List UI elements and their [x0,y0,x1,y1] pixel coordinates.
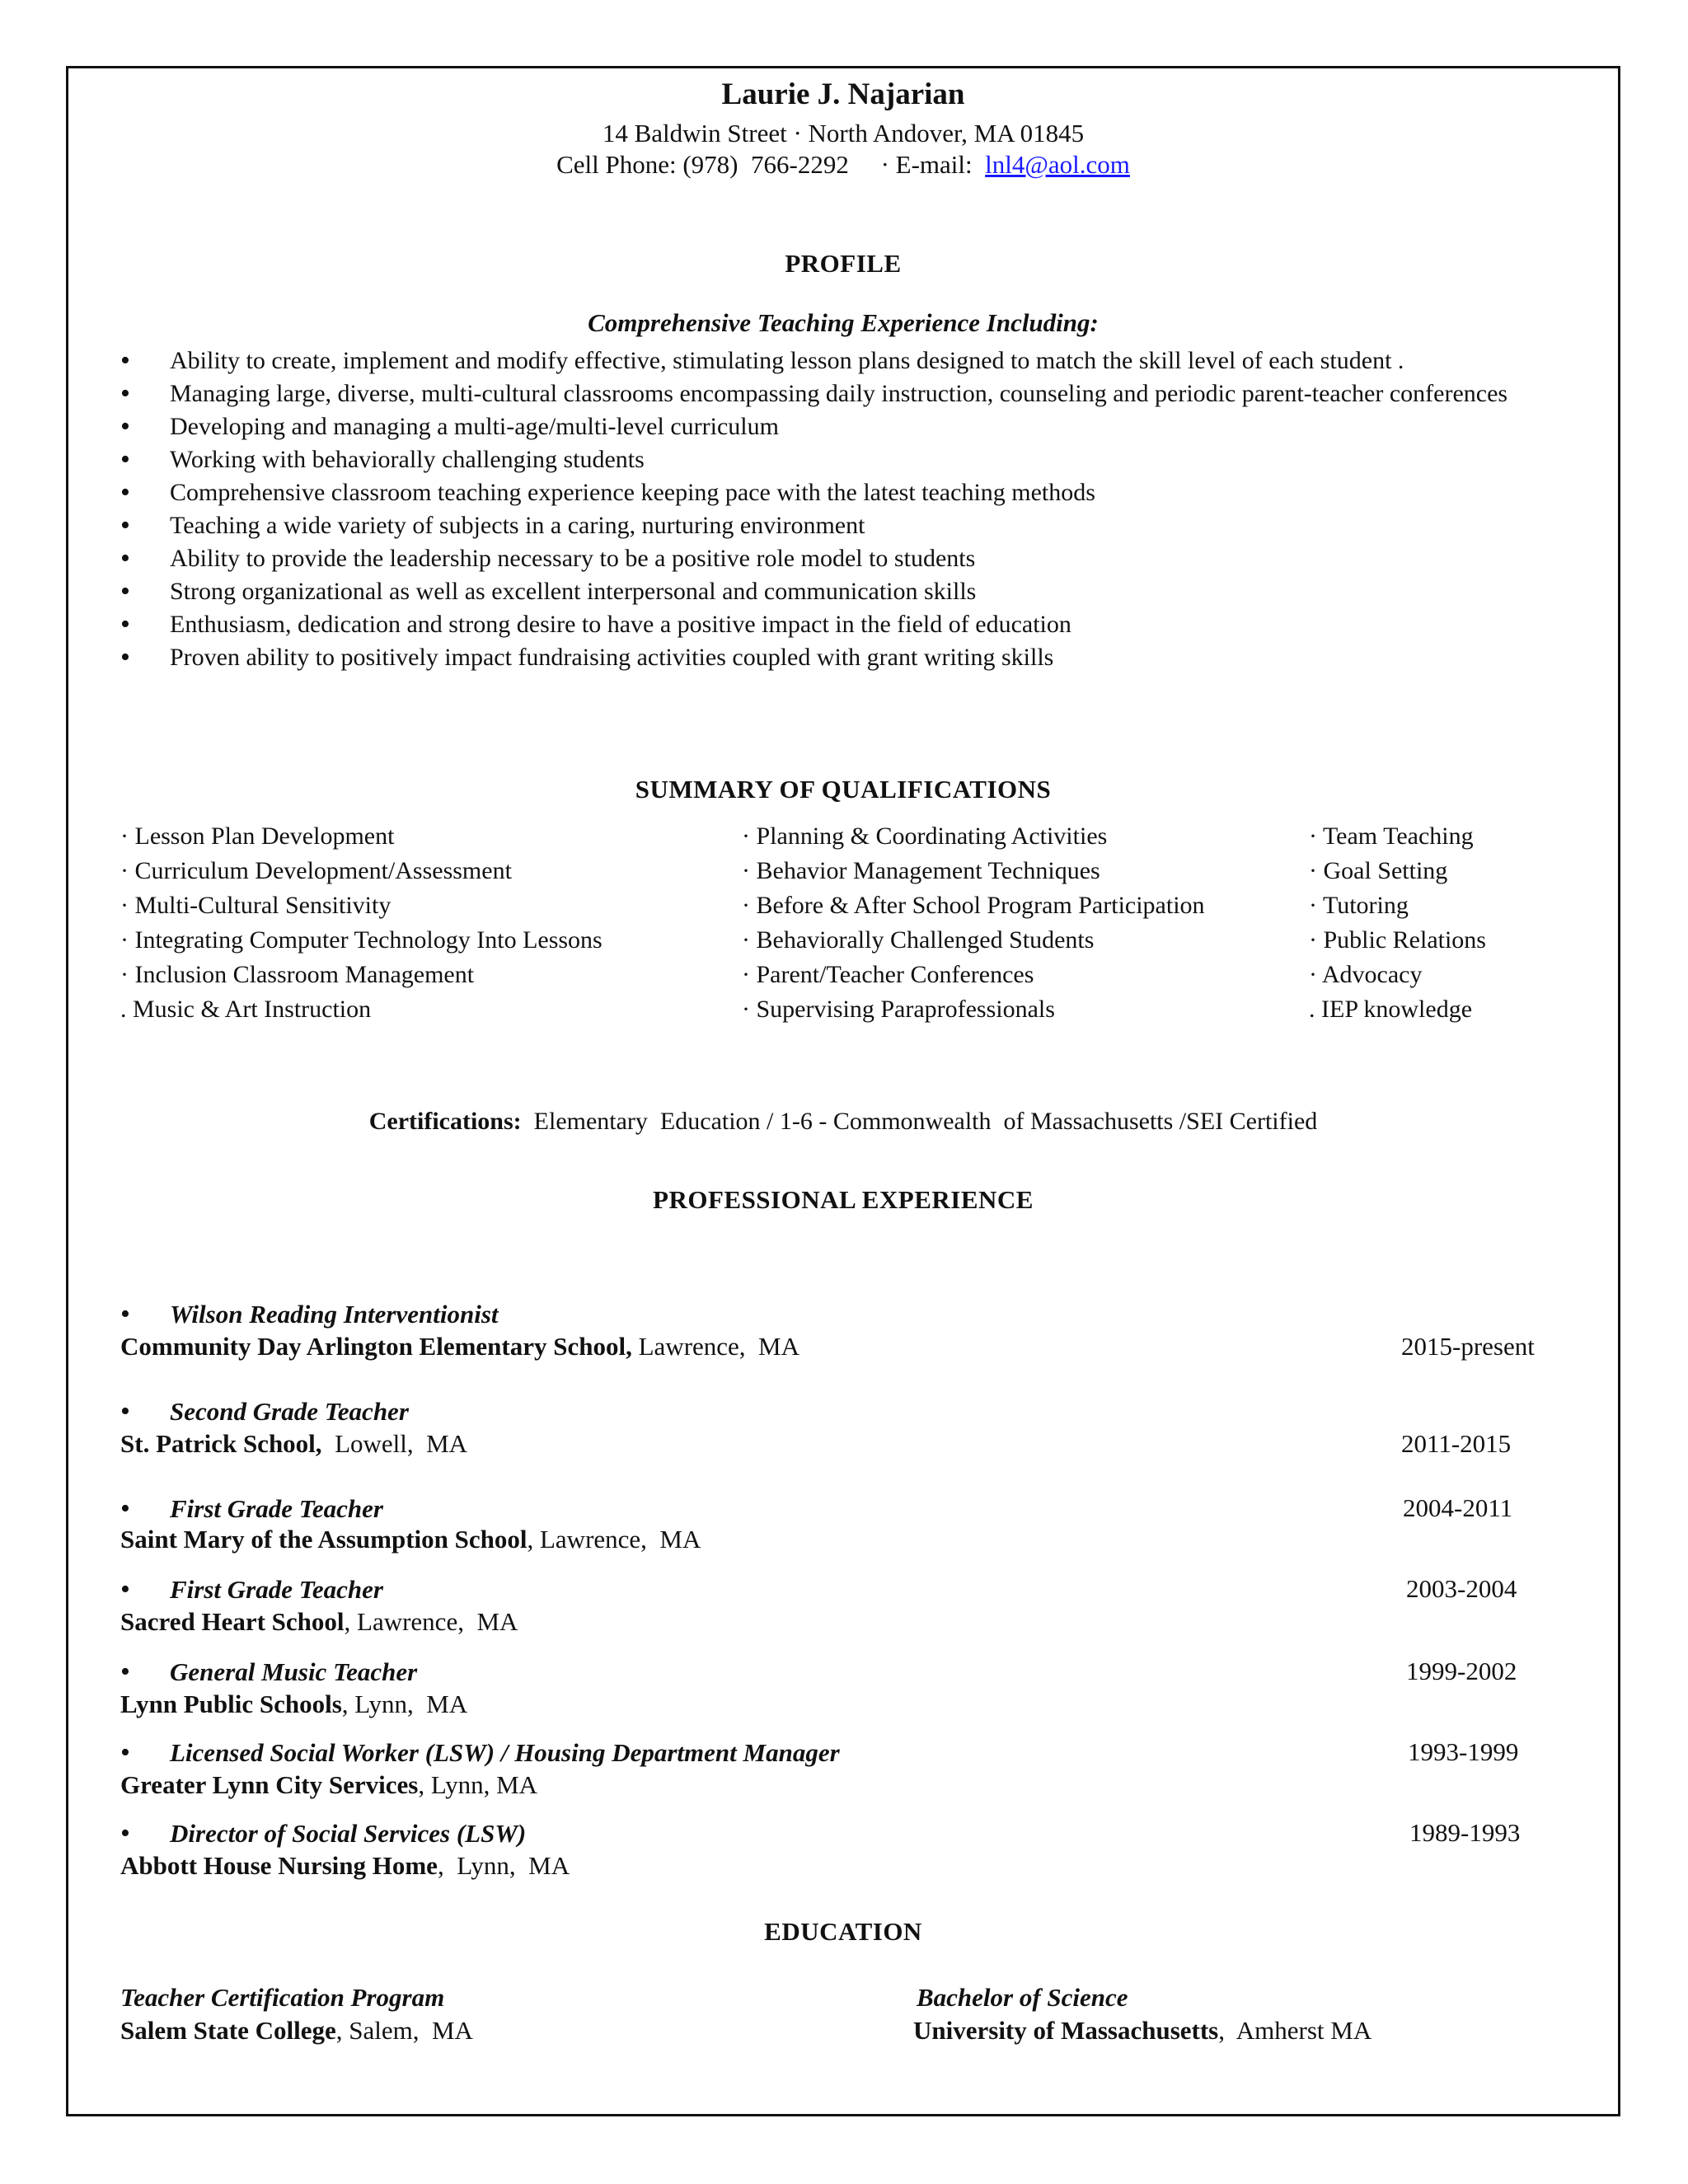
profile-list [120,344,1571,674]
education-heading: EDUCATION [764,1917,922,1946]
job-years: 1999-2002 [1406,1657,1517,1685]
bullet-icon: • [120,1493,130,1524]
phone-text: Cell Phone: (978) 766-2292 · E-mail: [556,150,986,179]
job-years: 2015-present [1401,1332,1535,1361]
contact-line [66,150,1620,180]
qual-item: · Multi-Cultural Sensitivity [120,892,392,919]
qual-item: · Integrating Computer Technology Into Lessons [120,926,603,954]
qual-item: · Tutoring [1309,892,1409,919]
qual-item: · Inclusion Classroom Management [120,961,475,988]
job-years: 1989-1993 [1409,1818,1521,1847]
profile-subheading: Comprehensive Teaching Experience Including: [588,308,1099,337]
email-link[interactable]: lnl4@aol.com [985,150,1130,179]
job-title: • General Music Teacher [120,1657,418,1687]
job-title: • First Grade Teacher [120,1493,383,1524]
education-school: University of Massachusetts, Amherst MA [913,2016,1372,2045]
qual-item: . Music & Art Instruction [120,996,372,1023]
bullet-icon: • [120,1299,130,1329]
qual-item: · Before & After School Program Participation [742,892,1205,919]
candidate-name: Laurie J. Najarian [721,77,965,111]
job-employer: Lynn Public Schools, Lynn, MA [120,1690,468,1718]
job-years: 2011-2015 [1401,1429,1512,1458]
job-title: • Second Grade Teacher [120,1396,409,1427]
profile-heading: PROFILE [785,249,902,278]
list-item: • Enthusiasm, dedication and strong desire to have a positive impact in the field of education [120,608,1571,641]
experience-heading: PROFESSIONAL EXPERIENCE [653,1185,1034,1214]
qual-item: · Parent/Teacher Conferences [742,961,1034,988]
qual-item: · Behaviorally Challenged Students [742,926,1095,954]
qual-item: · Behavior Management Techniques [742,857,1100,884]
job-employer: Community Day Arlington Elementary School, Lawrence, MA [120,1332,800,1361]
qual-item: · Lesson Plan Development [120,823,395,850]
qualifications-heading: SUMMARY OF QUALIFICATIONS [635,775,1052,804]
list-item: • Developing and managing a multi-age/multi-level curriculum [120,410,1571,443]
job-title: • Wilson Reading Interventionist [120,1299,499,1329]
qual-item: · Supervising Paraprofessionals [742,996,1055,1023]
job-title: • Director of Social Services (LSW) [120,1818,527,1849]
qual-item: · Team Teaching [1309,823,1474,850]
bullet-icon: • [120,1396,130,1427]
job-employer: Sacred Heart School, Lawrence, MA [120,1607,518,1636]
list-item: • Working with behaviorally challenging students [120,443,1571,476]
list-item: • Teaching a wide variety of subjects in a caring, nurturing environment [120,509,1571,542]
job-years: 2004-2011 [1403,1493,1513,1522]
job-years: 2003-2004 [1406,1574,1517,1603]
job-employer: Saint Mary of the Assumption School, Lawrence, MA [120,1525,701,1554]
qual-item: · Advocacy [1309,961,1423,988]
bullet-icon: • [120,1737,130,1768]
list-item: • Proven ability to positively impact fundraising activities coupled with grant writing skills [120,641,1571,674]
job-employer: St. Patrick School, Lowell, MA [120,1429,468,1458]
qual-item: · Public Relations [1309,926,1486,954]
certifications-text: Elementary Education / 1-6 - Commonwealth of Massachusetts /SEI Certified [521,1108,1318,1135]
job-years: 1993-1999 [1408,1737,1519,1766]
list-item: • Strong organizational as well as excellent interpersonal and communication skills [120,575,1571,608]
job-title: • First Grade Teacher [120,1574,383,1605]
job-title: • Licensed Social Worker (LSW) / Housing Department Manager [120,1737,840,1768]
certifications-line [66,1108,1620,1136]
list-item: • Ability to create, implement and modify effective, stimulating lesson plans designed to match the skill level of each student . [120,344,1571,377]
education-degree: Bachelor of Science [917,1983,1128,2012]
job-employer: Abbott House Nursing Home, Lynn, MA [120,1851,570,1880]
bullet-icon: • [120,1657,130,1687]
education-school: Salem State College, Salem, MA [120,2016,473,2045]
certifications-label: Certifications: [368,1108,522,1135]
qual-item: . IEP knowledge [1309,996,1473,1023]
qual-item: · Curriculum Development/Assessment [120,857,512,884]
bullet-icon: • [120,1574,130,1605]
job-employer: Greater Lynn City Services, Lynn, MA [120,1770,538,1799]
list-item: • Managing large, diverse, multi-cultural classrooms encompassing daily instruction, counseling and periodic parent-teacher conferences [120,377,1571,410]
qual-item: · Planning & Coordinating Activities [742,823,1108,850]
list-item: • Ability to provide the leadership necessary to be a positive role model to students [120,542,1571,575]
bullet-icon: • [120,1818,130,1849]
list-item: • Comprehensive classroom teaching experience keeping pace with the latest teaching methods [120,476,1571,509]
qual-item: · Goal Setting [1309,857,1448,884]
address-line: 14 Baldwin Street · North Andover, MA 01845 [602,119,1085,148]
education-degree: Teacher Certification Program [120,1983,445,2012]
